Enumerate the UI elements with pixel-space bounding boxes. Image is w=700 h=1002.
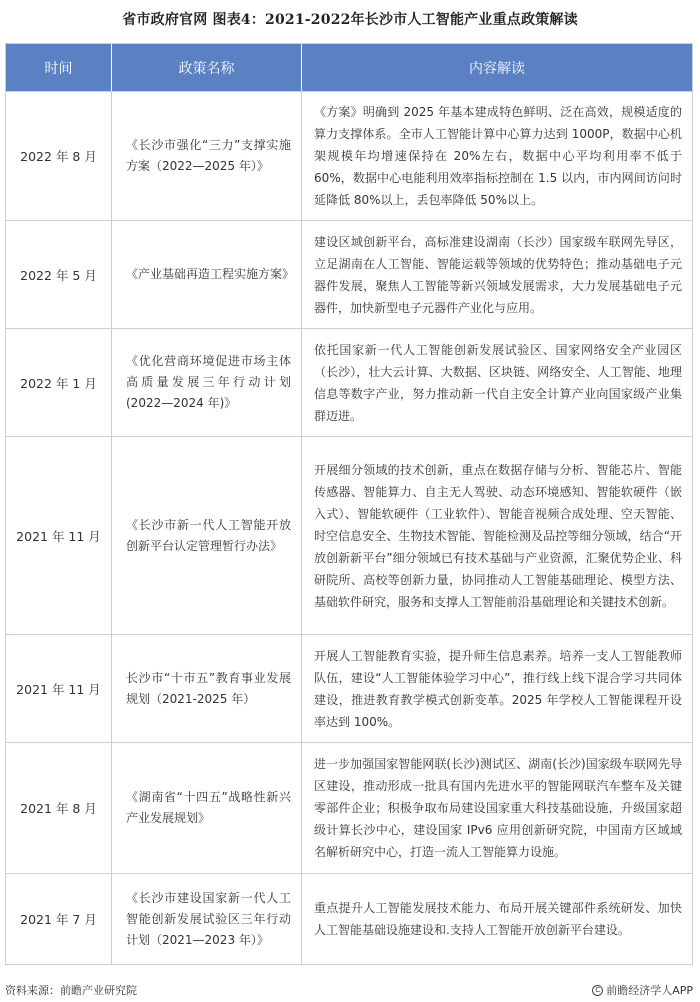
cell-time: 2022 年 5 月 [6,221,112,328]
cell-content: 开展人工智能教育实验，提升师生信息素养。培养一支人工智能教师队伍，建设“人工智能体验学习中心”，推行线上线下混合学习共同体建设，推进教育教学模式创新变革。2025 年学校人工智能课程开设率达到 100%。 [314,648,682,729]
cell-content: 《方案》明确到 2025 年基本建成特色鲜明、泛在高效，规模适度的算力支撑体系。全市人工智能计算中心算力达到 1000P，数据中心机架规模年均增速保持在 20%左右，数据中心平均利用率不低于 60%，数据中心电能利用效率指标控制在 1.5 以内，市内网间访问时延降低 80%以上，丢包率降低 50%以上。 [314,105,682,207]
cell-time: 2022 年 1 月 [6,329,112,436]
cell-content: 建设区域创新平台，高标准建设湖南（长沙）国家级车联网先导区，立足湖南在人工智能、智能运载等领域的优势特色；推动基础电子元器件发展，聚焦人工智能等新兴领域发展需求，大力发展基础电子元器件，加快新型电子元器件产业化与应用。 [314,234,682,315]
cell-policy: 《湖南省“十四五”战略性新兴产业发展规划》 [112,743,302,873]
cell-policy: 《优化营商环境促进市场主体高质量发展三年行动计划(2022—2024 年)》 [112,329,302,436]
cell-policy: 《产业基础再造工程实施方案》 [112,221,302,328]
cell-time: 2021 年 8 月 [6,743,112,873]
cell-policy: 《长沙市强化“三力”支撑实施方案（2022—2025 年）》 [112,92,302,220]
header-policy: 政策名称 [112,44,302,91]
source-note: 资料来源：前瞻产业研究院 [5,984,137,997]
copyright-icon: C [592,985,603,996]
header-time: 时间 [6,44,112,91]
brand-name: 前瞻经济学人APP [606,984,693,997]
cell-content: 进一步加强国家智能网联(长沙)测试区、湖南(长沙)国家级车联网先导区建设，推动形成一批具有国内先进水平的智能网联汽车整车及关键零部件企业；积极争取布局建设国家重大科技基础设施，升级国家超级计算长沙中心，建设国家 IPv6 应用创新研究院，中国南方区域域名解析研究中心，打造一流人工智能算力设施。 [314,757,682,859]
header-content: 内容解读 [469,60,525,77]
cell-policy: 《长沙市建设国家新一代人工智能创新发展试验区三年行动计划（2021—2023 年）》 [112,874,302,964]
cell-time: 2022 年 8 月 [6,92,112,220]
table-row [6,328,692,436]
table-row [6,873,692,964]
cell-content: 依托国家新一代人工智能创新发展试验区、国家网络安全产业园区（长沙），壮大云计算、大数据、区块链、网络安全、人工智能、地理信息等数字产业，努力推动新一代自主安全计算产业向国家级产业集群迈进。 [314,342,682,423]
policy-table [5,43,693,965]
cell-time: 2021 年 7 月 [6,874,112,964]
table-row [6,742,692,873]
table-row [6,634,692,742]
table-row [6,436,692,634]
page-title: 省市政府官网 图表4：2021-2022年长沙市人工智能产业重点政策解读 [122,12,578,28]
table-header [6,44,692,91]
table-row [6,220,692,328]
cell-policy: 长沙市“十市五”教育事业发展规划（2021-2025 年） [112,635,302,742]
cell-policy: 《长沙市新一代人工智能开放创新平台认定管理暂行办法》 [112,437,302,634]
brand-credit [592,982,693,998]
cell-time: 2021 年 11 月 [6,437,112,634]
cell-content: 重点提升人工智能发展技术能力、布局开展关键部件系统研发、加快人工智能基础设施建设和.支持人工智能开放创新平台建设。 [314,901,682,937]
cell-content: 开展细分领域的技术创新，重点在数据存储与分析、智能芯片、智能传感器、智能算力、自主无人驾驶、动态环境感知、智能软硬件（嵌入式）、智能软硬件（工业软件）、智能音视频合成处理、空天智能、时空信息安全、生物技术智能、智能检测及品控等细分领域，结合“开放创新新平台”细分领域已有技术基础与产业资源，汇聚优势企业、科研院所、高校等创新力量，协同推动人工智能基础理论、模型方法、基础软件研究，服务和支撑人工智能前沿基础理论和关键技术创新。 [314,462,682,609]
table-row [6,91,692,220]
cell-time: 2021 年 11 月 [6,635,112,742]
